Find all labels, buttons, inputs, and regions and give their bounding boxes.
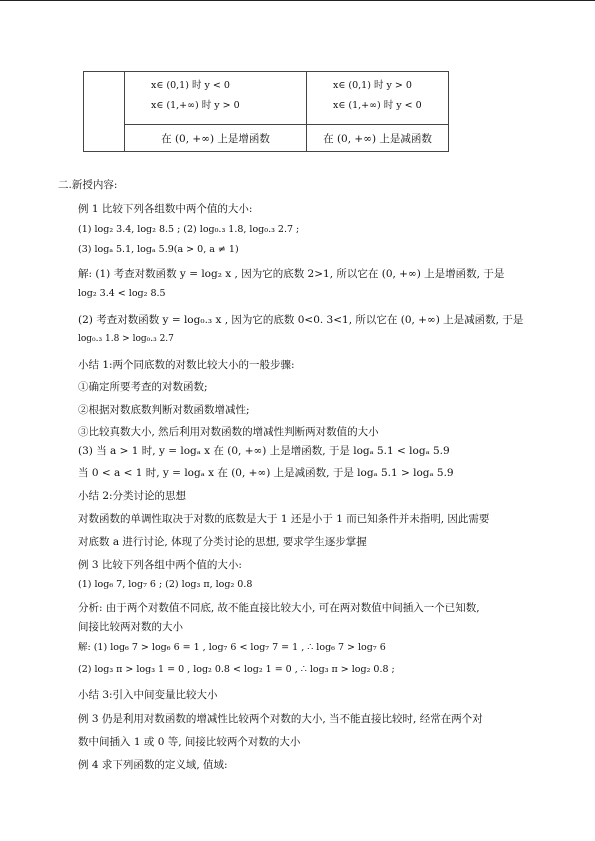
solution2-text: (2) 考查对数函数 y = log₀.₃ x , 因为它的底数 0<0. 3<1, 所以它在 (0, +∞) 上是减函数, 于是 [78, 314, 524, 326]
example4-title: 例 4 求下列函数的定义域, 值域: [78, 759, 228, 771]
summary2-title: 小结 2:分类讨论的思想 [78, 490, 187, 502]
summary3-title: 小结 3:引入中间变量比较大小 [78, 689, 218, 701]
table-left-line1: x∈ (0,1) 时 y < 0 [151, 80, 230, 91]
table-blank-cell [84, 72, 125, 152]
table-right-line1: x∈ (0,1) 时 y > 0 [333, 80, 412, 91]
log-properties-table [83, 71, 449, 152]
decreasing-sign-cell [307, 72, 449, 125]
case-a-greater-1: (3) 当 a > 1 时, y = logₐ x 在 (0, +∞) 上是增函数, 于是 logₐ 5.1 < logₐ 5.9 [78, 445, 450, 457]
example1-title: 例 1 比较下列各组数中两个值的大小: [78, 203, 253, 215]
summary2-body-1: 对数函数的单调性取决于对数的底数是大于 1 还是小于 1 而已知条件并未指明, 因此需要 [78, 513, 490, 525]
increasing-mono-cell: 在 (0, +∞) 上是增函数 [125, 125, 307, 152]
table-right-line2: x∈ (1,+∞) 时 y < 0 [333, 100, 422, 111]
step2: ②根据对数底数判断对数函数增减性; [78, 404, 250, 416]
solution1-result: log₂ 3.4 < log₂ 8.5 [78, 288, 166, 299]
step3: ③比较真数大小, 然后利用对数函数的增减性判断两对数值的大小 [78, 426, 379, 438]
example1-items-1-2: (1) log₂ 3.4, log₂ 8.5 ; (2) log₀.₃ 1.8, log₀.₃ 2.7 ; [78, 224, 300, 235]
decreasing-mono-cell: 在 (0, +∞) 上是减函数 [307, 125, 449, 152]
page-top-rule [0, 0, 595, 1]
section-heading: 二.新授内容: [58, 179, 118, 191]
example3-solution1: 解: (1) log₆ 7 > log₆ 6 = 1 , log₇ 6 < log₇ 7 = 1 , ∴ log₆ 7 > log₇ 6 [78, 642, 386, 653]
summary3-body-2: 数中间插入 1 或 0 等, 间接比较两个对数的大小 [78, 736, 301, 748]
analysis-line2: 间接比较两对数的大小 [78, 621, 183, 633]
step1: ①确定所要考查的对数函数; [78, 381, 208, 393]
summary1-title: 小结 1:两个同底数的对数比较大小的一般步骤: [78, 359, 295, 371]
analysis-line1: 分析: 由于两个对数值不同底, 故不能直接比较大小, 可在两对数值中间插入一个已知数, [78, 602, 480, 614]
summary3-body-1: 例 3 仍是利用对数函数的增减性比较两个对数的大小, 当不能直接比较时, 经常在两个对 [78, 713, 483, 725]
summary2-body-2: 对底数 a 进行讨论, 体现了分类讨论的思想, 要求学生逐步掌握 [78, 536, 367, 548]
case-a-less-1: 当 0 < a < 1 时, y = logₐ x 在 (0, +∞) 上是减函数, 于是 logₐ 5.1 > logₐ 5.9 [78, 467, 454, 479]
solution1-text: 解: (1) 考查对数函数 y = log₂ x , 因为它的底数 2>1, 所以它在 (0, +∞) 上是增函数, 于是 [78, 268, 505, 280]
example1-item-3: (3) logₐ 5.1, logₐ 5.9(a > 0, a ≠ 1) [78, 244, 239, 255]
increasing-sign-cell [125, 72, 307, 125]
example3-items: (1) log₆ 7, log₇ 6 ; (2) log₃ π, log₂ 0.8 [78, 579, 253, 590]
table-left-line2: x∈ (1,+∞) 时 y > 0 [151, 100, 240, 111]
solution2-result: log₀.₃ 1.8 > log₀.₃ 2.7 [78, 334, 174, 344]
example3-solution2: (2) log₃ π > log₃ 1 = 0 , log₂ 0.8 < log₂ 1 = 0 , ∴ log₃ π > log₂ 0.8 ; [78, 664, 395, 675]
example3-title: 例 3 比较下列各组中两个值的大小: [78, 559, 242, 571]
